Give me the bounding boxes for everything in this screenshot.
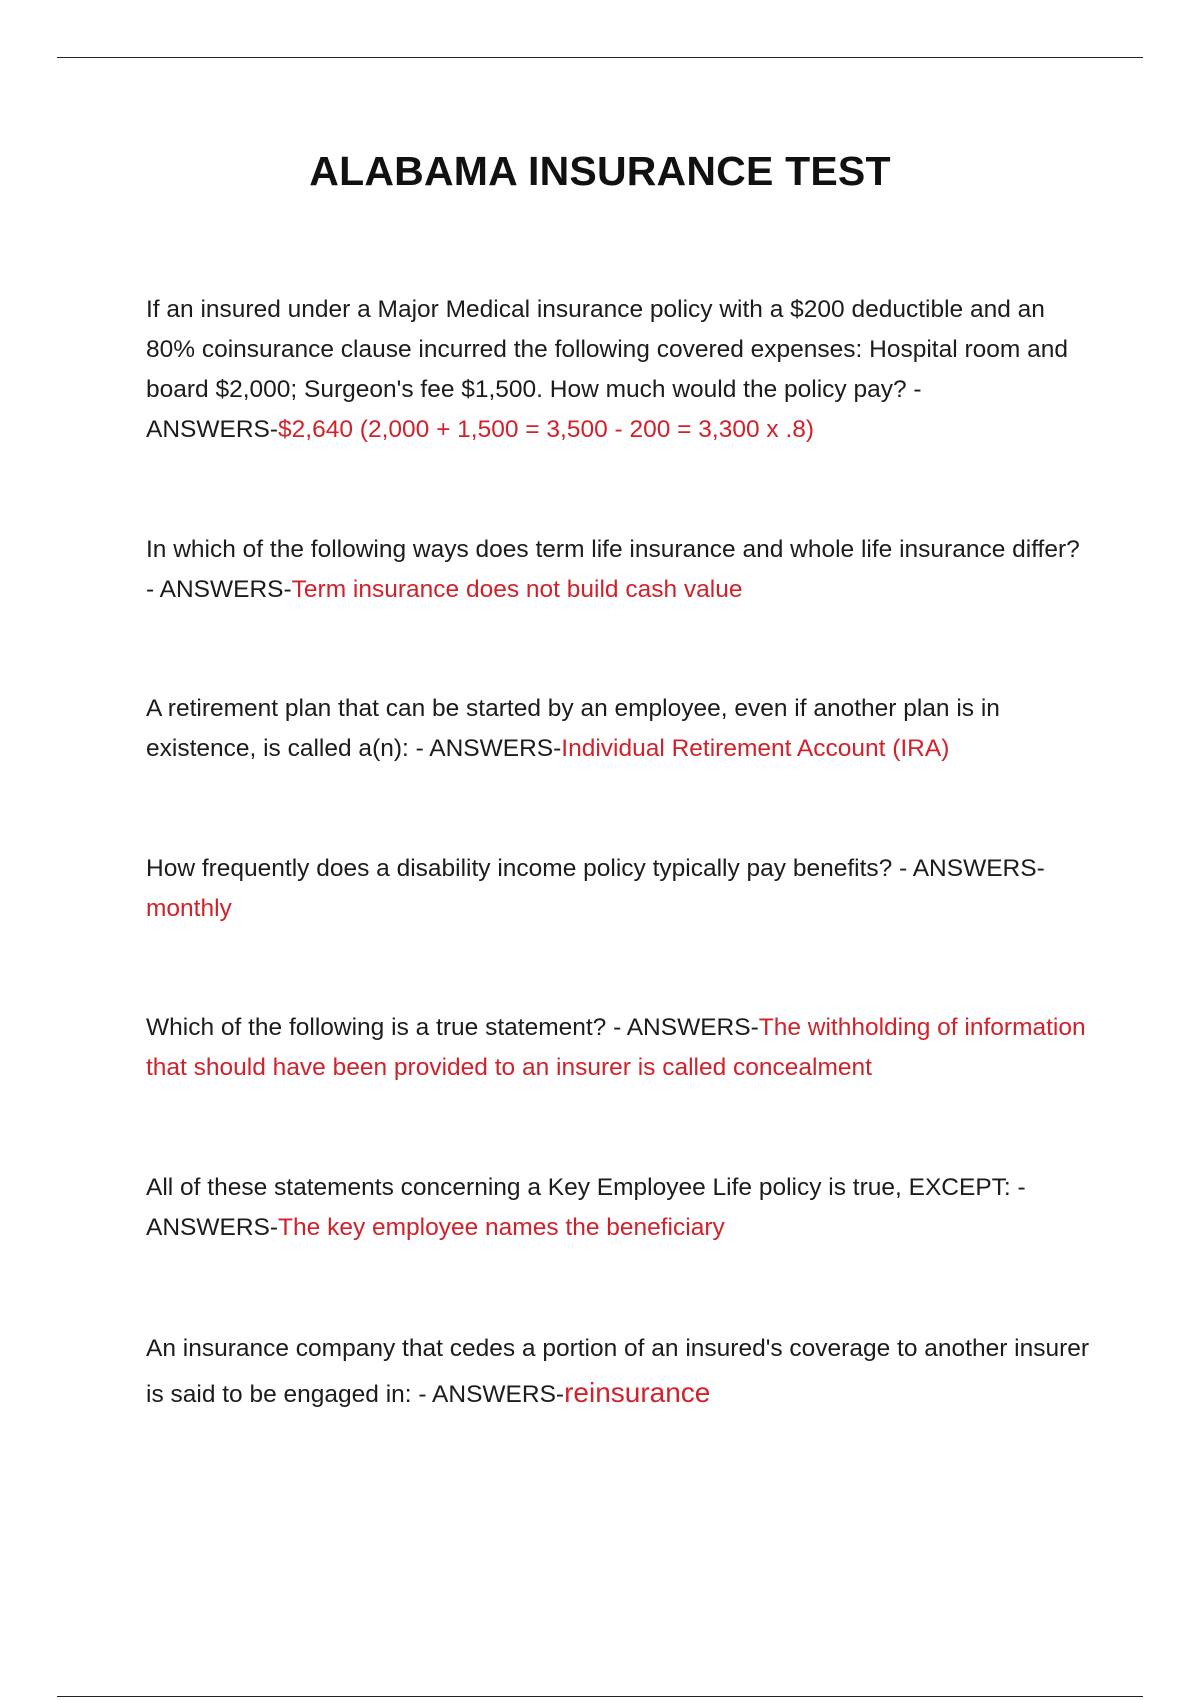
question-text: In which of the following ways does term life insurance and whole life insurance differ? - ANSWERS- — [146, 536, 1080, 603]
answer-text: $2,640 (2,000 + 1,500 = 3,500 - 200 = 3,300 x .8) — [278, 416, 815, 443]
bottom-rule — [57, 1696, 1143, 1697]
question-text: A retirement plan that can be started by an employee, even if another plan is in existence, is called a(n): - ANSWERS- — [146, 695, 1000, 762]
question-text: Which of the following is a true statement? - ANSWERS- — [146, 1014, 759, 1041]
question-text: All of these statements concerning a Key Employee Life policy is true, EXCEPT: - ANSWERS- — [146, 1174, 1026, 1241]
qa-item — [146, 1168, 1091, 1248]
qa-item — [146, 689, 1091, 769]
qa-item — [146, 1327, 1091, 1417]
top-rule — [57, 57, 1143, 58]
qa-item — [146, 290, 1091, 450]
answer-text: The key employee names the beneficiary — [278, 1214, 725, 1241]
answer-text: reinsurance — [564, 1377, 711, 1408]
answer-text: Individual Retirement Account (IRA) — [561, 735, 950, 762]
answer-text: Term insurance does not build cash value — [291, 576, 743, 603]
answer-text: The withholding of information that should have been provided to an insurer is called concealment — [146, 1014, 1086, 1081]
question-text: If an insured under a Major Medical insurance policy with a $200 deductible and an 80% coinsurance clause incurred the following covered expenses: Hospital room and board $2,000; Surgeon's fee $1,500. How much would the policy pay? - ANSWERS- — [146, 296, 1068, 443]
qa-item — [146, 849, 1091, 929]
document-title: ALABAMA INSURANCE TEST — [309, 148, 891, 194]
question-text: An insurance company that cedes a portion of an insured's coverage to another insurer is said to be engaged in: - ANSWERS- — [146, 1335, 1090, 1408]
answer-text: monthly — [146, 895, 232, 922]
qa-item — [146, 530, 1091, 610]
qa-item — [146, 1008, 1091, 1088]
question-text: How frequently does a disability income policy typically pay benefits? - ANSWERS- — [146, 855, 1045, 882]
